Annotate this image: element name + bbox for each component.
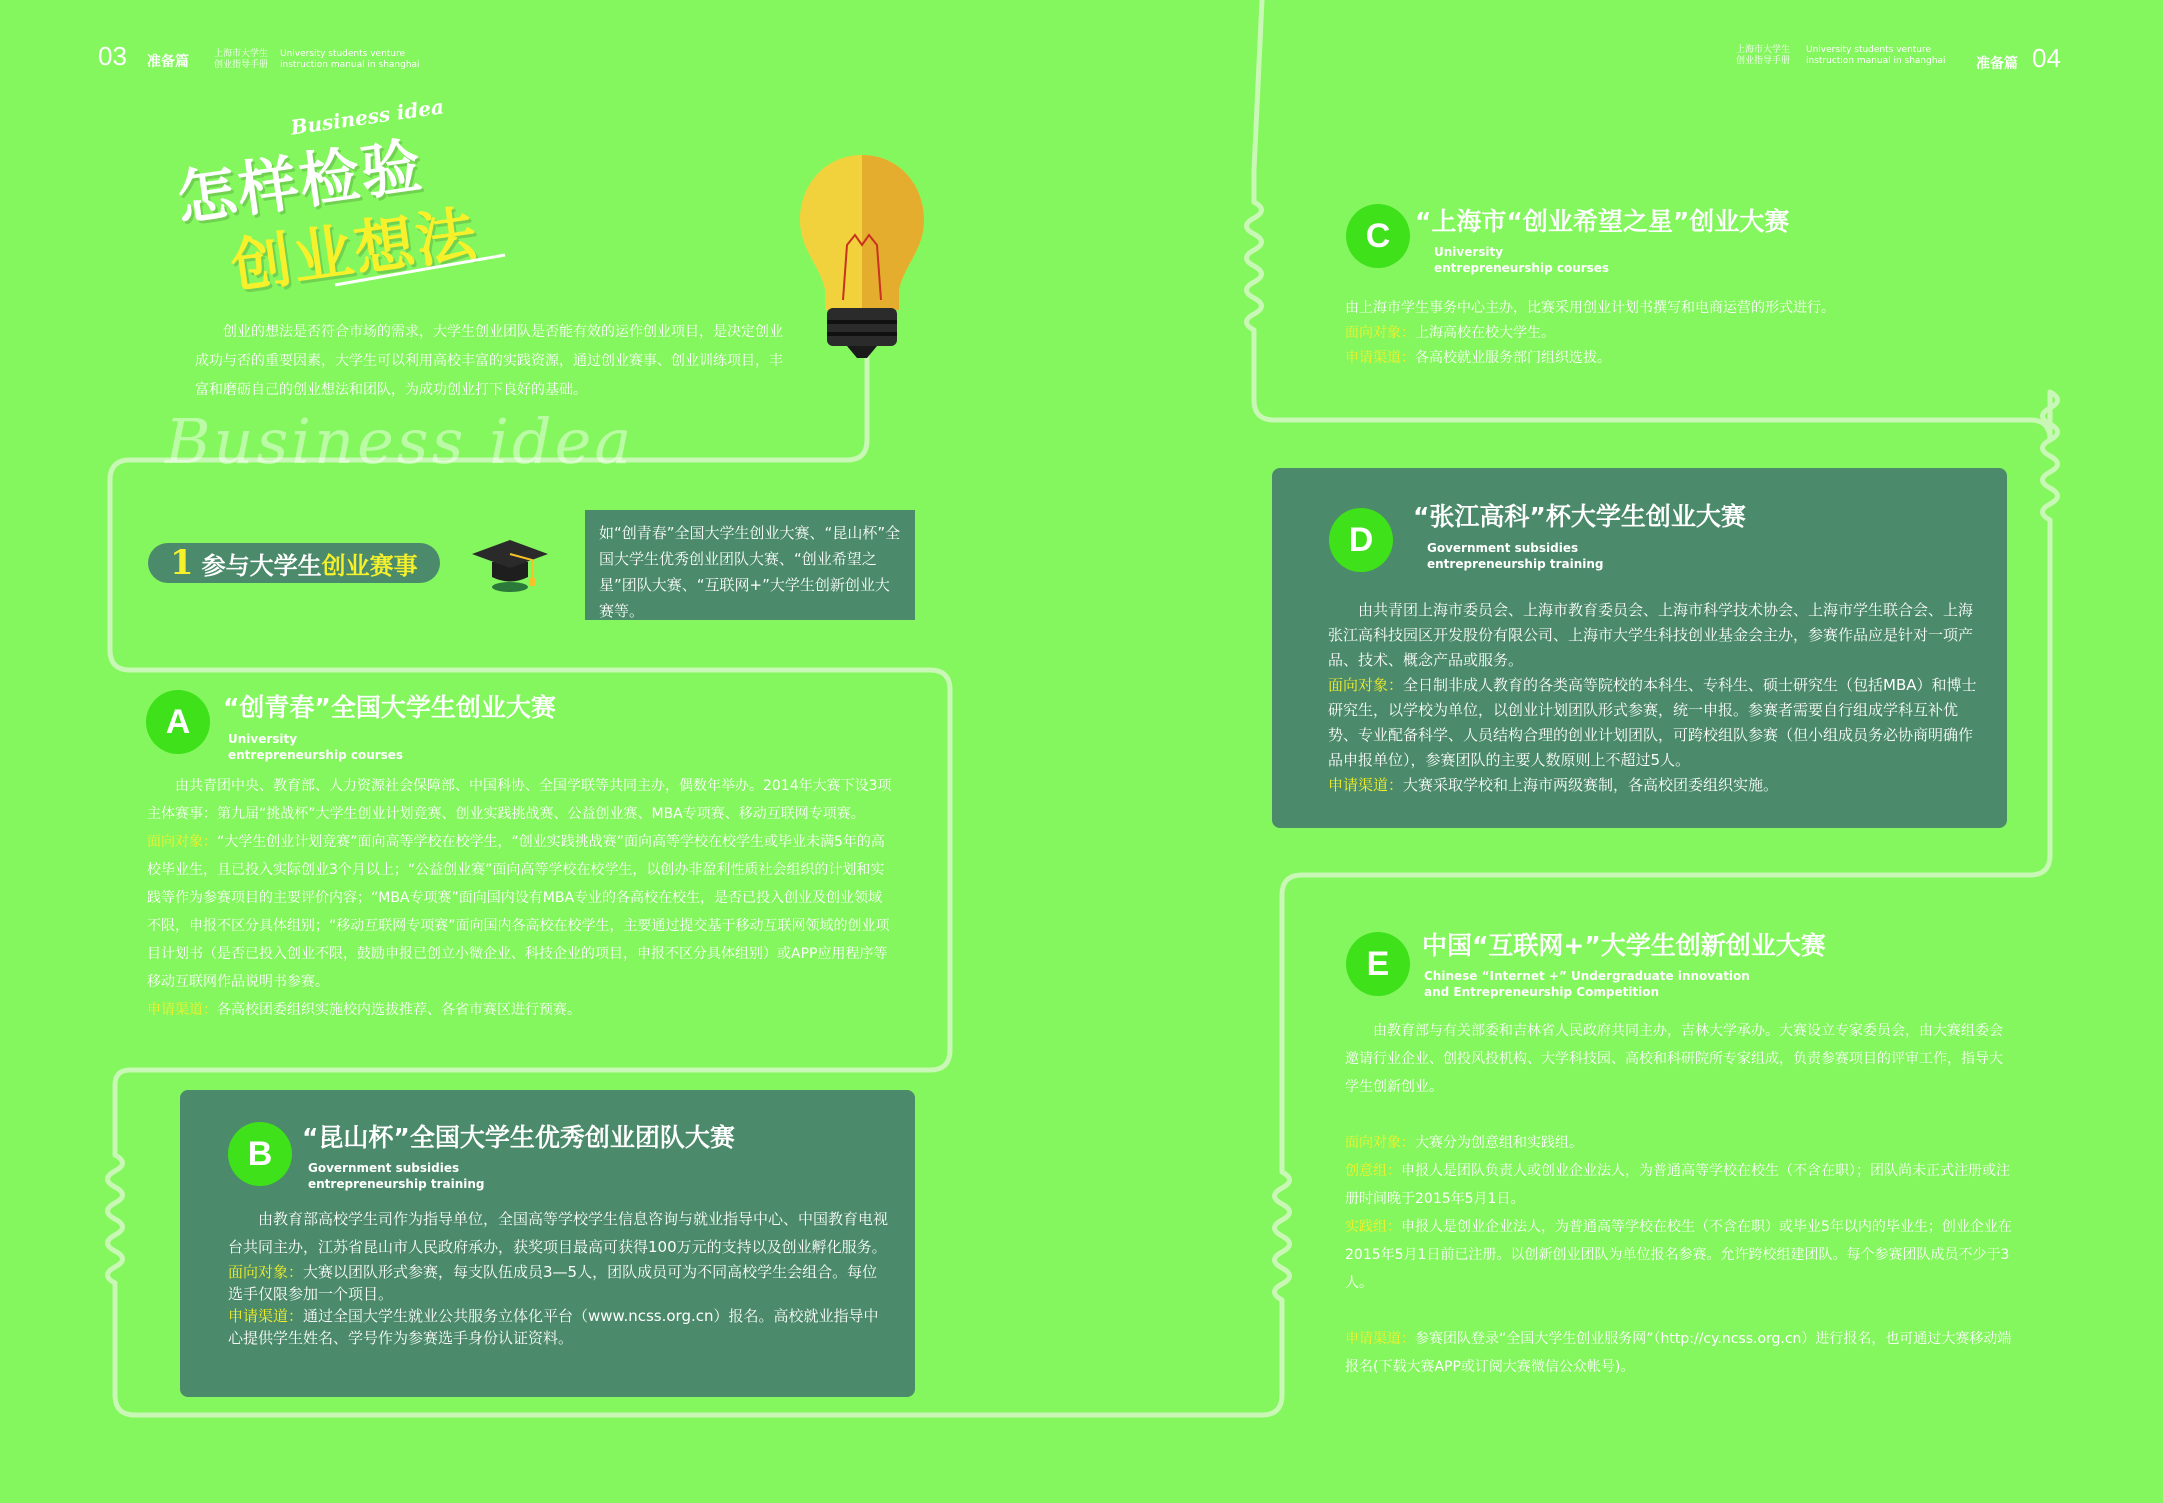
- section-c-title: “上海市“创业希望之星”创业大赛: [1415, 207, 1790, 236]
- graduation-cap-icon: [470, 532, 550, 597]
- competitions-info-box: 如“创青春”全国大学生创业大赛、“昆山杯”全国大学生优秀创业团队大赛、“创业希望之星”团队大赛、“互联网+”大学生创新创业大赛等。: [585, 510, 915, 620]
- section-e-channel-paragraph: [1345, 1325, 2015, 1381]
- section-a-subtitle: [228, 731, 403, 763]
- section-d-body: [1328, 598, 1983, 798]
- title-line1: 怎样检验: [172, 131, 428, 235]
- intro-paragraph: 创业的想法是否符合市场的需求，大学生创业团队是否能有效的运作创业项目，是决定创业成功与否的重要因素，大学生可以利用高校丰富的实践资源，通过创业赛事、创业训练项目，丰富和磨砺自己的创业想法和团队，为成功创业打下良好的基础。: [195, 324, 783, 398]
- section-b-channel: 通过全国大学生就业公共服务立体化平台（www.ncss.org.cn）报名。高校就业指导中心提供学生姓名、学号作为参赛选手身份认证资料。: [228, 1307, 879, 1347]
- section-a-title: “创青春”全国大学生创业大赛: [223, 693, 556, 722]
- section-e-idea-paragraph: [1345, 1157, 2015, 1213]
- section-d-subtitle: [1427, 540, 1603, 572]
- title-underline: [330, 250, 510, 290]
- section-e-practice-label: 实践组：: [1345, 1219, 1401, 1235]
- section-e-body: [1345, 1017, 2015, 1381]
- section-e-practice-paragraph: [1345, 1213, 2015, 1297]
- section-c-target: 上海高校在校大学生。: [1415, 325, 1555, 341]
- section-d-target: 全日制非成人教育的各类高等院校的本科生、专科生、硕士研究生（包括MBA）和博士研究生，以学校为单位，以创业计划团队形式参赛，统一申报。参赛者需要自行组成学科互补优势、专业配备科学、人员结构合理的创业计划团队，可跨校组队参赛（但小组成员务必协商明确作品申报单位），参赛团队的主要人数原则上不超过5人。: [1328, 676, 1977, 769]
- header-sub-en1: University students venture: [280, 49, 406, 59]
- section-d-sub1: Government subsidies: [1427, 541, 1579, 555]
- section-a-body: [147, 772, 892, 1024]
- section-d-target-label: 面向对象：: [1328, 676, 1404, 694]
- section-e-sub2: and Entrepreneurship Competition: [1424, 985, 1660, 999]
- section-d-channel-label: 申请渠道：: [1328, 776, 1404, 794]
- section-b-channel-label: 申请渠道：: [228, 1307, 304, 1325]
- section-c-subtitle: [1434, 244, 1609, 276]
- pill-text-white: 参与大学生: [201, 551, 322, 580]
- section-label-left: 准备篇: [147, 54, 189, 70]
- section-e-target: 大赛分为创意组和实践组。: [1415, 1135, 1583, 1151]
- section-d-badge: D: [1329, 508, 1393, 572]
- section-a-channel-label: 申请渠道：: [147, 1002, 217, 1018]
- section-e-idea-label: 创意组：: [1345, 1163, 1401, 1179]
- header-sub-cn2: 创业指导手册: [214, 60, 269, 70]
- title-line2: 创业想法: [227, 199, 483, 303]
- section-b-channel-paragraph: [228, 1305, 888, 1349]
- section-a-target-paragraph: [147, 828, 892, 996]
- section-e-channel: 参赛团队登录“全国大学生创业服务网”（http://cy.ncss.org.cn）进行报名，也可通过大赛移动端报名(下载大赛APP或订阅大赛微信公众帐号)。: [1345, 1331, 2012, 1375]
- section-c-intro: 由上海市学生事务中心主办，比赛采用创业计划书撰写和电商运营的形式进行。: [1345, 300, 1835, 316]
- section-c-body: [1345, 296, 2025, 371]
- section-c-channel: 各高校就业服务部门组织选拔。: [1415, 350, 1611, 366]
- section-c-sub1: University: [1434, 245, 1504, 259]
- header-sub-cn2-right: 创业指导手册: [1736, 56, 1791, 66]
- section-b-target: 大赛以团队形式参赛，每支队伍成员3—5人，团队成员可为不同高校学生会组合。每位选手仅限参加一个项目。: [228, 1263, 878, 1303]
- section-d-intro: 由共青团上海市委员会、上海市教育委员会、上海市科学技术协会、上海市学生联合会、上海张江高科技园区开发股份有限公司、上海市大学生科技创业基金会主办，参赛作品应是针对一项产品、技术、概念产品或服务。: [1328, 601, 1974, 669]
- section-e-practice: 申报人是创业企业法人，为普通高等学校在校生（不含在职）或毕业5年以内的毕业生；创业企业在2015年5月1日前已注册。以创新创业团队为单位报名参赛。允许跨校组建团队。每个参赛团队成员不少于3人。: [1345, 1219, 2012, 1291]
- header-sub-en2-right: instruction manual in shanghai: [1806, 56, 1946, 66]
- section-e-title: 中国“互联网+”大学生创新创业大赛: [1422, 931, 1826, 960]
- title-script: Business idea: [289, 94, 446, 140]
- section-b-body: [228, 1205, 888, 1349]
- section-e-badge: E: [1346, 932, 1410, 996]
- section-a-intro: 由共青团中央、教育部、人力资源社会保障部、中国科协、全国学联等共同主办，偶数年举办。2014年大赛下设3项主体赛事：第九届“挑战杯”大学生创业计划竞赛、创业实践挑战赛、公益创业赛、MBA专项赛、移动互联网专项赛。: [147, 778, 892, 822]
- section-d-sub2: entrepreneurship training: [1427, 557, 1604, 571]
- section-c-target-paragraph: [1345, 321, 2025, 346]
- section-e-intro: 由教育部与有关部委和吉林省人民政府共同主办，吉林大学承办。大赛设立专家委员会，由大赛组委会邀请行业企业、创投风投机构、大学科技园、高校和科研院所专家组成，负责参赛项目的评审工作，指导大学生创新创业。: [1345, 1023, 2003, 1095]
- section-c-badge: C: [1346, 204, 1410, 268]
- pill-number: 1: [170, 543, 194, 583]
- section-a-channel: 各高校团委组织实施校内选拔推荐、各省市赛区进行预赛。: [217, 1002, 581, 1018]
- section-b-sub2: entrepreneurship training: [308, 1177, 485, 1191]
- section-c-sub2: entrepreneurship courses: [1434, 261, 1610, 275]
- header-sub-cn-right: [1736, 45, 1790, 67]
- section-d-channel: 大赛采取学校和上海市两级赛制，各高校团委组织实施。: [1403, 776, 1779, 794]
- header-sub-en-left: [280, 49, 420, 71]
- big-script-text: Business idea: [165, 405, 635, 478]
- header-sub-cn-left: [214, 49, 268, 71]
- section-d-channel-paragraph: [1328, 773, 1983, 798]
- page-number-right: 04: [2032, 43, 2061, 73]
- page-number-left: 03: [98, 41, 127, 71]
- section-e-channel-label: 申请渠道：: [1345, 1331, 1415, 1347]
- section-e-subtitle: [1424, 968, 1750, 1000]
- section-b-target-paragraph: [228, 1261, 888, 1305]
- section-b-subtitle: [308, 1160, 484, 1192]
- section-b-target-label: 面向对象：: [228, 1263, 304, 1281]
- section-b-badge: B: [228, 1122, 292, 1186]
- pill-text-yellow: 创业赛事: [321, 551, 418, 580]
- header-sub-en-right: [1806, 45, 1946, 67]
- section-b-title: “昆山杯”全国大学生优秀创业团队大赛: [302, 1123, 735, 1152]
- header-sub-cn1-right: 上海市大学生: [1736, 45, 1791, 55]
- section-d-target-paragraph: [1328, 673, 1983, 773]
- header-sub-en2: instruction manual in shanghai: [280, 60, 420, 70]
- header-sub-en1-right: University students venture: [1806, 45, 1932, 55]
- section-e-idea: 申报人是团队负责人或创业企业法人，为普通高等学校在校生（不含在职）；团队尚未正式注册或注册时间晚于2015年5月1日。: [1345, 1163, 2010, 1207]
- section-e-target-label: 面向对象：: [1345, 1135, 1415, 1151]
- section-label-right: 准备篇: [1976, 56, 2018, 72]
- section-c-channel-label: 申请渠道：: [1345, 350, 1415, 366]
- section-a-channel-paragraph: [147, 996, 892, 1024]
- section-a-badge: A: [146, 690, 210, 754]
- section-c-channel-paragraph: [1345, 346, 2025, 371]
- section-a-target: “大学生创业计划竞赛”面向高等学校在校学生，“创业实践挑战赛”面向高等学校在校学生或毕业未满5年的高校毕业生，且已投入实际创业3个月以上；“公益创业赛”面向高等学校在校学生，以创办非盈利性质社会组织的计划和实践等作为参赛项目的主要评价内容；“MBA专项赛”面向国内设有MBA专业的各高校在校生，是否已投入创业及创业领域不限，申报不区分具体组别；“移动互联网专项赛”面向国内各高校在校学生，主要通过提交基于移动互联网领域的创业项目计划书（是否已投入创业不限，鼓励申报已创立小微企业、科技企业的项目，申报不区分具体组别）或APP应用程序等移动互联网作品说明书参赛。: [147, 834, 890, 990]
- section-d-title: “张江高科”杯大学生创业大赛: [1413, 502, 1746, 531]
- section-a-sub2: entrepreneurship courses: [228, 748, 404, 762]
- section-b-sub1: Government subsidies: [308, 1161, 460, 1175]
- section-a-target-label: 面向对象：: [147, 834, 217, 850]
- header-sub-cn1: 上海市大学生: [214, 49, 269, 59]
- section-a-sub1: University: [228, 732, 298, 746]
- section-e-target-paragraph: [1345, 1129, 2015, 1157]
- section-c-target-label: 面向对象：: [1345, 325, 1415, 341]
- section-b-intro: 由教育部高校学生司作为指导单位，全国高等学校学生信息咨询与就业指导中心、中国教育电视台共同主办，江苏省昆山市人民政府承办，获奖项目最高可获得100万元的支持以及创业孵化服务。: [228, 1210, 889, 1256]
- lightbulb-icon: [795, 150, 930, 365]
- section-e-sub1: Chinese “Internet +” Undergraduate innovation: [1424, 969, 1750, 983]
- section-pill: [148, 543, 440, 583]
